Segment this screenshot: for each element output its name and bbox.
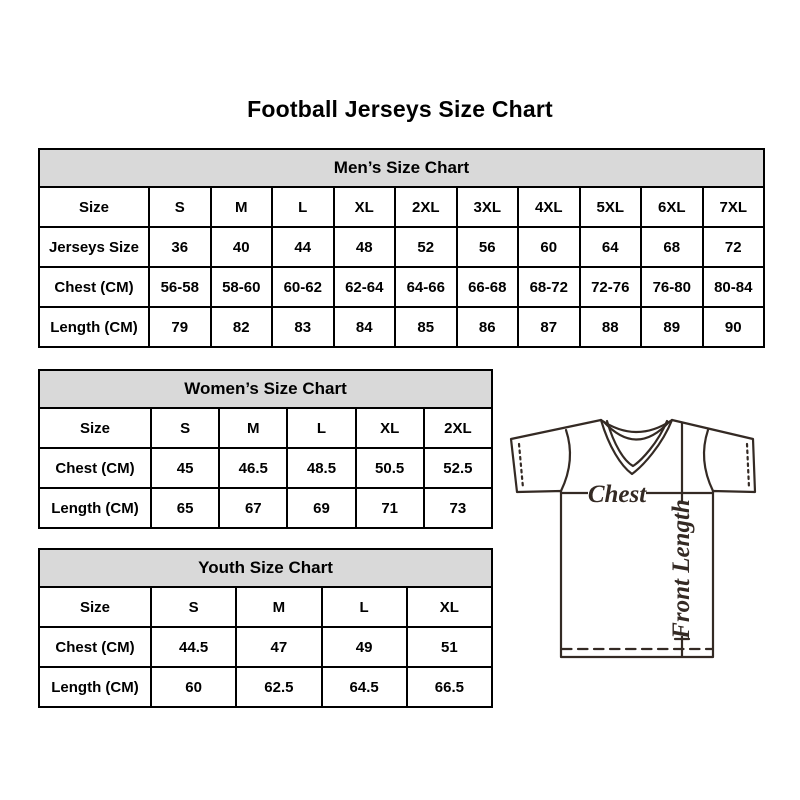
cell-value: 56 [457,227,519,267]
cell-value: 66-68 [457,267,519,307]
cell-value: 87 [518,307,580,347]
cell-value: 58-60 [211,267,273,307]
cell-value: 7XL [703,187,765,227]
cell-value: 68-72 [518,267,580,307]
table-header-row [39,549,492,587]
cell-value: 56-58 [149,267,211,307]
chest-label: Chest [587,481,647,508]
row-label: Chest (CM) [39,267,149,307]
cell-value: 50.5 [356,448,424,488]
cell-value: 71 [356,488,424,528]
cell-value: XL [334,187,396,227]
page-title: Football Jerseys Size Chart [247,96,553,122]
cell-value: 67 [219,488,287,528]
cell-value: 62.5 [236,667,321,707]
cell-value: M [211,187,273,227]
cell-value: 88 [580,307,642,347]
cell-value: L [272,187,334,227]
row-label: Length (CM) [39,667,151,707]
cell-value: 46.5 [219,448,287,488]
cell-value: 5XL [580,187,642,227]
table-row [39,448,492,488]
row-label: Size [39,187,149,227]
cell-value: 44.5 [151,627,236,667]
cell-value: 6XL [641,187,703,227]
cell-value: 72-76 [580,267,642,307]
cell-value: 90 [703,307,765,347]
cell-value: 66.5 [407,667,492,707]
front-length-label: Front Length [668,499,695,639]
table-row [39,587,492,627]
table-row [39,667,492,707]
jersey-outline [511,420,755,657]
mens-size-table [38,148,765,348]
cell-value: 84 [334,307,396,347]
left-armhole-seam [561,430,570,491]
jersey-measurement-diagram [504,402,776,674]
cell-value: 52.5 [424,448,492,488]
cell-value: 73 [424,488,492,528]
cell-value: M [236,587,321,627]
row-label: Length (CM) [39,307,149,347]
cell-value: 64-66 [395,267,457,307]
table-row [39,307,764,347]
right-armhole-seam [704,430,713,491]
cell-value: 3XL [457,187,519,227]
cell-value: 85 [395,307,457,347]
table-section-title: Women’s Size Chart [39,370,492,408]
cell-value: 62-64 [334,267,396,307]
row-label: Chest (CM) [39,627,151,667]
cell-value: L [287,408,355,448]
row-label: Size [39,408,151,448]
right-cuff-stitch [747,444,749,488]
cell-value: XL [407,587,492,627]
cell-value: 89 [641,307,703,347]
cell-value: 60 [151,667,236,707]
cell-value: 51 [407,627,492,667]
table-section-title: Men’s Size Chart [39,149,764,187]
table-header-row [39,370,492,408]
cell-value: 60 [518,227,580,267]
cell-value: 52 [395,227,457,267]
cell-value: 72 [703,227,765,267]
cell-value: L [322,587,407,627]
cell-value: 47 [236,627,321,667]
cell-value: 4XL [518,187,580,227]
cell-value: 44 [272,227,334,267]
cell-value: 76-80 [641,267,703,307]
cell-value: 60-62 [272,267,334,307]
cell-value: 68 [641,227,703,267]
youth-size-table [38,548,493,708]
cell-value: 83 [272,307,334,347]
row-label: Jerseys Size [39,227,149,267]
cell-value: 2XL [424,408,492,448]
table-section-title: Youth Size Chart [39,549,492,587]
cell-value: 79 [149,307,211,347]
cell-value: 48.5 [287,448,355,488]
table-row [39,227,764,267]
cell-value: XL [356,408,424,448]
table-row [39,488,492,528]
row-label: Chest (CM) [39,448,151,488]
table-header-row [39,149,764,187]
cell-value: 48 [334,227,396,267]
cell-value: 64.5 [322,667,407,707]
row-label: Size [39,587,151,627]
cell-value: 86 [457,307,519,347]
cell-value: 65 [151,488,219,528]
cell-value: 80-84 [703,267,765,307]
cell-value: S [151,587,236,627]
left-cuff-stitch [519,444,523,488]
row-label: Length (CM) [39,488,151,528]
womens-size-table [38,369,493,529]
cell-value: 64 [580,227,642,267]
cell-value: 36 [149,227,211,267]
cell-value: 45 [151,448,219,488]
cell-value: S [149,187,211,227]
table-row [39,408,492,448]
cell-value: M [219,408,287,448]
cell-value: S [151,408,219,448]
cell-value: 69 [287,488,355,528]
cell-value: 2XL [395,187,457,227]
table-row [39,267,764,307]
table-row [39,187,764,227]
cell-value: 40 [211,227,273,267]
cell-value: 49 [322,627,407,667]
table-row [39,627,492,667]
cell-value: 82 [211,307,273,347]
